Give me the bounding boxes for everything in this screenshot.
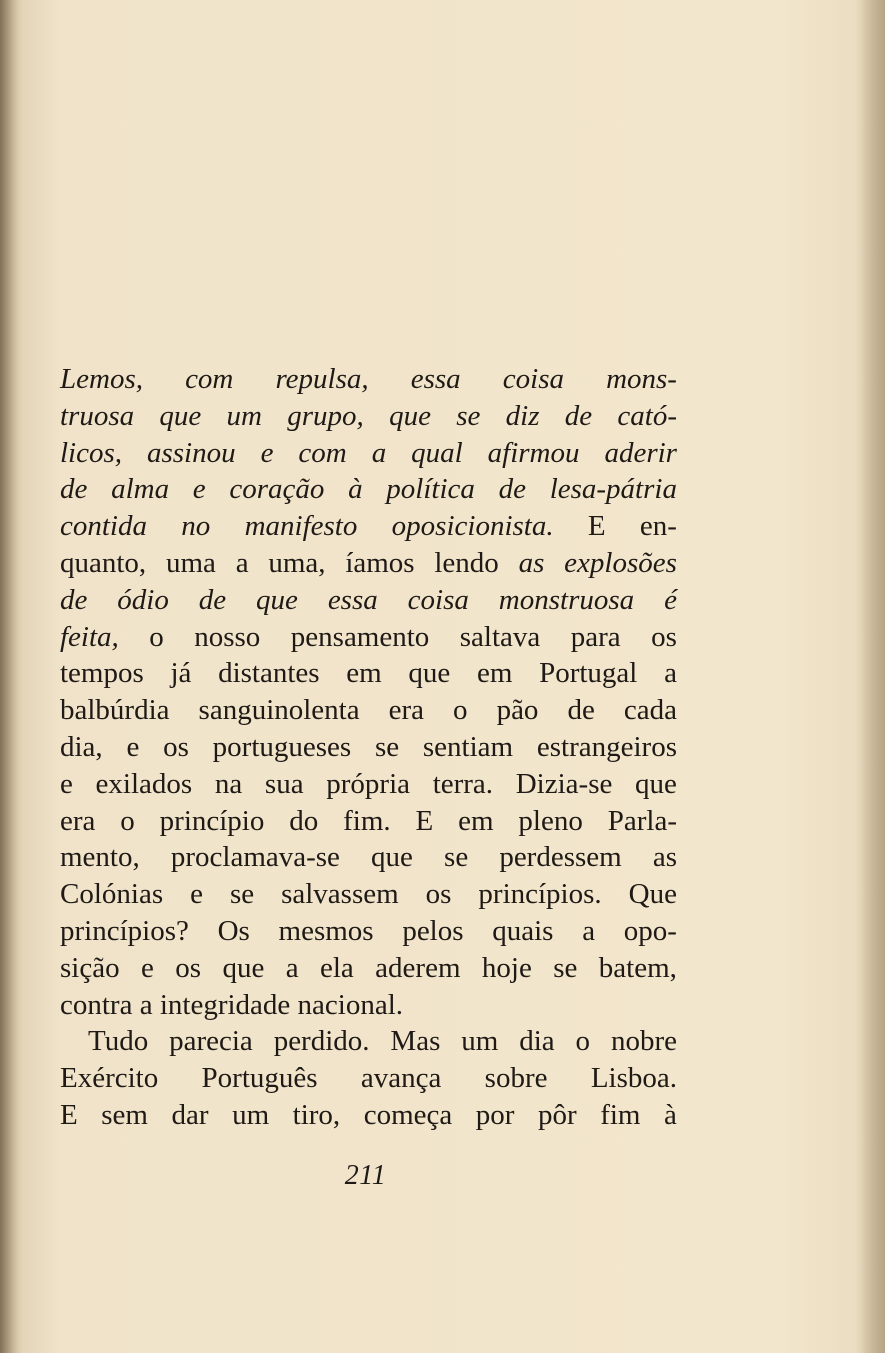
word: a xyxy=(235,546,249,579)
text-line xyxy=(60,361,677,398)
word: E xyxy=(587,510,606,543)
word: com xyxy=(298,436,347,469)
word: coração xyxy=(229,473,325,506)
text-line xyxy=(60,1097,677,1134)
word: princípios. xyxy=(478,878,602,911)
word: perdido. xyxy=(273,1025,370,1058)
word: começa xyxy=(363,1098,453,1131)
text-line xyxy=(60,1060,677,1097)
word: cató- xyxy=(617,399,677,432)
word: um xyxy=(232,1098,270,1131)
word: truosa xyxy=(60,399,135,432)
word: já xyxy=(170,657,192,690)
word: salvassem xyxy=(281,878,399,911)
word: pôr xyxy=(538,1098,577,1131)
text-line xyxy=(60,582,677,619)
word: de xyxy=(567,694,595,727)
word: é xyxy=(664,583,677,616)
text-line xyxy=(60,692,677,729)
text-line xyxy=(60,398,677,435)
word: quais xyxy=(492,914,554,947)
word: Exército xyxy=(60,1062,159,1095)
word: o xyxy=(149,620,164,653)
word: essa xyxy=(410,363,461,395)
word: assinou xyxy=(146,436,236,469)
word: em xyxy=(346,657,382,690)
body-text xyxy=(60,361,677,1134)
word: balbúrdia xyxy=(60,694,170,727)
word: política xyxy=(386,473,475,506)
word: Mas xyxy=(390,1025,441,1058)
page-number xyxy=(0,1160,885,1192)
word: terra. xyxy=(432,767,494,800)
text-line xyxy=(60,803,677,840)
text-line xyxy=(60,987,677,1024)
word: feita, xyxy=(60,620,119,653)
word: se xyxy=(456,399,481,432)
text-line xyxy=(60,471,677,508)
page-gutter-shadow xyxy=(0,0,22,1353)
page-edge-shadow xyxy=(861,0,885,1353)
word: e xyxy=(190,878,203,911)
text-line xyxy=(60,913,677,950)
word: a xyxy=(664,657,677,690)
word: o xyxy=(453,694,468,727)
word: manifesto xyxy=(244,510,358,543)
word: tempos xyxy=(60,657,144,690)
word: de xyxy=(564,399,593,432)
word: portugueses xyxy=(212,730,352,763)
word: a xyxy=(582,914,596,947)
word: no xyxy=(181,510,211,543)
word: e xyxy=(260,436,274,469)
word: qual xyxy=(411,436,463,469)
word: um xyxy=(226,399,262,432)
word: na xyxy=(214,767,243,800)
word: coisa xyxy=(407,583,469,616)
text-line xyxy=(60,619,677,656)
word: mento, xyxy=(60,841,140,874)
word: princípios? xyxy=(60,914,189,947)
word: de xyxy=(60,473,88,506)
word: e xyxy=(60,767,73,800)
word: nosso xyxy=(194,620,261,653)
word: própria xyxy=(326,767,411,800)
word: que xyxy=(408,657,451,690)
word: dia xyxy=(519,1025,555,1058)
word: tiro, xyxy=(292,1098,341,1131)
word: e xyxy=(126,730,140,763)
word: o xyxy=(120,804,135,837)
word: de xyxy=(198,583,227,616)
word: grupo, xyxy=(287,399,364,432)
word: que xyxy=(256,583,298,616)
word: as xyxy=(652,841,677,874)
word: sobre xyxy=(484,1062,548,1095)
word: aderir xyxy=(604,436,677,469)
word: a xyxy=(285,951,299,984)
word: se xyxy=(553,951,578,984)
word: dar xyxy=(171,1098,209,1131)
word: que xyxy=(159,399,202,432)
word: o xyxy=(575,1025,591,1058)
word: sem xyxy=(101,1098,148,1131)
word: aderem xyxy=(375,951,461,984)
word: Lisboa. xyxy=(590,1062,677,1095)
text-line xyxy=(60,766,677,803)
word: essa xyxy=(327,583,378,616)
word: um xyxy=(461,1025,499,1058)
word: licos, xyxy=(60,436,123,469)
word: as xyxy=(518,546,545,579)
word: explosões xyxy=(564,546,677,579)
word: exilados xyxy=(95,767,193,800)
word: avança xyxy=(360,1062,442,1095)
word: de xyxy=(498,473,526,506)
word: do xyxy=(289,804,319,837)
word: E xyxy=(60,1098,78,1131)
word: alma xyxy=(111,473,170,506)
word: mons- xyxy=(606,363,677,395)
word: pelos xyxy=(402,914,464,947)
word: dia, xyxy=(60,730,103,763)
text-line xyxy=(60,839,677,876)
word: fim. xyxy=(343,804,391,837)
word: Que xyxy=(628,878,677,911)
word: Lemos, xyxy=(60,363,143,395)
word: en- xyxy=(639,510,677,543)
word: e xyxy=(192,473,206,506)
word: ódio xyxy=(117,583,169,616)
word: pão xyxy=(496,694,539,727)
word: batem, xyxy=(598,951,677,984)
word: pensamento xyxy=(290,620,430,653)
word: pleno xyxy=(518,804,583,837)
word: Os xyxy=(217,914,250,947)
word: em xyxy=(458,804,494,837)
word: e xyxy=(140,951,154,984)
word: contra a integridade nacional. xyxy=(60,988,404,1021)
word: sanguinolenta xyxy=(198,694,360,727)
word: os xyxy=(175,951,202,984)
word: os xyxy=(163,730,189,763)
word: E xyxy=(415,804,434,837)
word: hoje xyxy=(481,951,532,984)
word: Português xyxy=(201,1062,318,1095)
word: perdessem xyxy=(499,841,622,874)
word: sua xyxy=(264,767,304,800)
word: quanto, xyxy=(60,546,147,579)
word: uma xyxy=(165,546,216,579)
text-line xyxy=(60,950,677,987)
word: nobre xyxy=(610,1025,677,1058)
word: se xyxy=(444,841,469,874)
text-line xyxy=(60,655,677,692)
word: se xyxy=(374,730,400,763)
word: que xyxy=(389,399,431,432)
word: Colónias xyxy=(60,878,164,911)
text-line xyxy=(60,545,677,582)
word: Tudo xyxy=(88,1025,149,1058)
word: de xyxy=(60,583,88,616)
word: Portugal xyxy=(539,657,638,690)
text-line xyxy=(60,508,677,545)
word: parecia xyxy=(169,1025,253,1058)
text-line xyxy=(60,729,677,766)
text-line xyxy=(60,876,677,913)
word: era xyxy=(388,694,425,727)
word: a xyxy=(371,436,387,469)
word: à xyxy=(664,1098,677,1131)
word: princípio xyxy=(159,804,265,837)
text-line xyxy=(60,1023,677,1060)
word: lesa-pátria xyxy=(549,473,677,506)
word: repulsa, xyxy=(275,363,369,395)
page-number-label: 211 xyxy=(344,1160,387,1191)
word: diz xyxy=(505,399,540,432)
word: distantes xyxy=(218,657,320,690)
word: íamos xyxy=(345,546,415,579)
word: monstruosa xyxy=(498,583,635,616)
word: por xyxy=(475,1098,515,1131)
word: se xyxy=(229,878,255,911)
word: que xyxy=(635,767,677,800)
word: Parla- xyxy=(607,804,677,837)
word: uma, xyxy=(268,546,326,579)
word: que xyxy=(222,951,265,984)
word: sição xyxy=(60,951,120,984)
word: os xyxy=(651,620,677,653)
text-line xyxy=(60,435,677,472)
word: lendo xyxy=(434,546,499,579)
word: em xyxy=(476,657,513,690)
word: com xyxy=(185,363,234,395)
word: que xyxy=(371,841,413,874)
word: ela xyxy=(319,951,354,984)
word: era xyxy=(60,804,96,837)
word: estrangeiros xyxy=(536,730,677,763)
word: oposicionista. xyxy=(391,510,554,543)
word: Dizia-se xyxy=(515,767,613,800)
word: afirmou xyxy=(487,436,580,469)
word: os xyxy=(425,878,452,911)
word: para xyxy=(570,620,621,653)
word: opo- xyxy=(623,914,677,947)
word: saltava xyxy=(459,620,541,653)
word: fim xyxy=(600,1098,641,1131)
word: cada xyxy=(623,694,677,727)
word: sentiam xyxy=(422,730,514,763)
word: mesmos xyxy=(278,914,374,947)
word: contida xyxy=(60,510,147,543)
word: à xyxy=(348,473,363,506)
word: proclamava-se xyxy=(170,841,340,874)
word: coisa xyxy=(502,363,564,395)
